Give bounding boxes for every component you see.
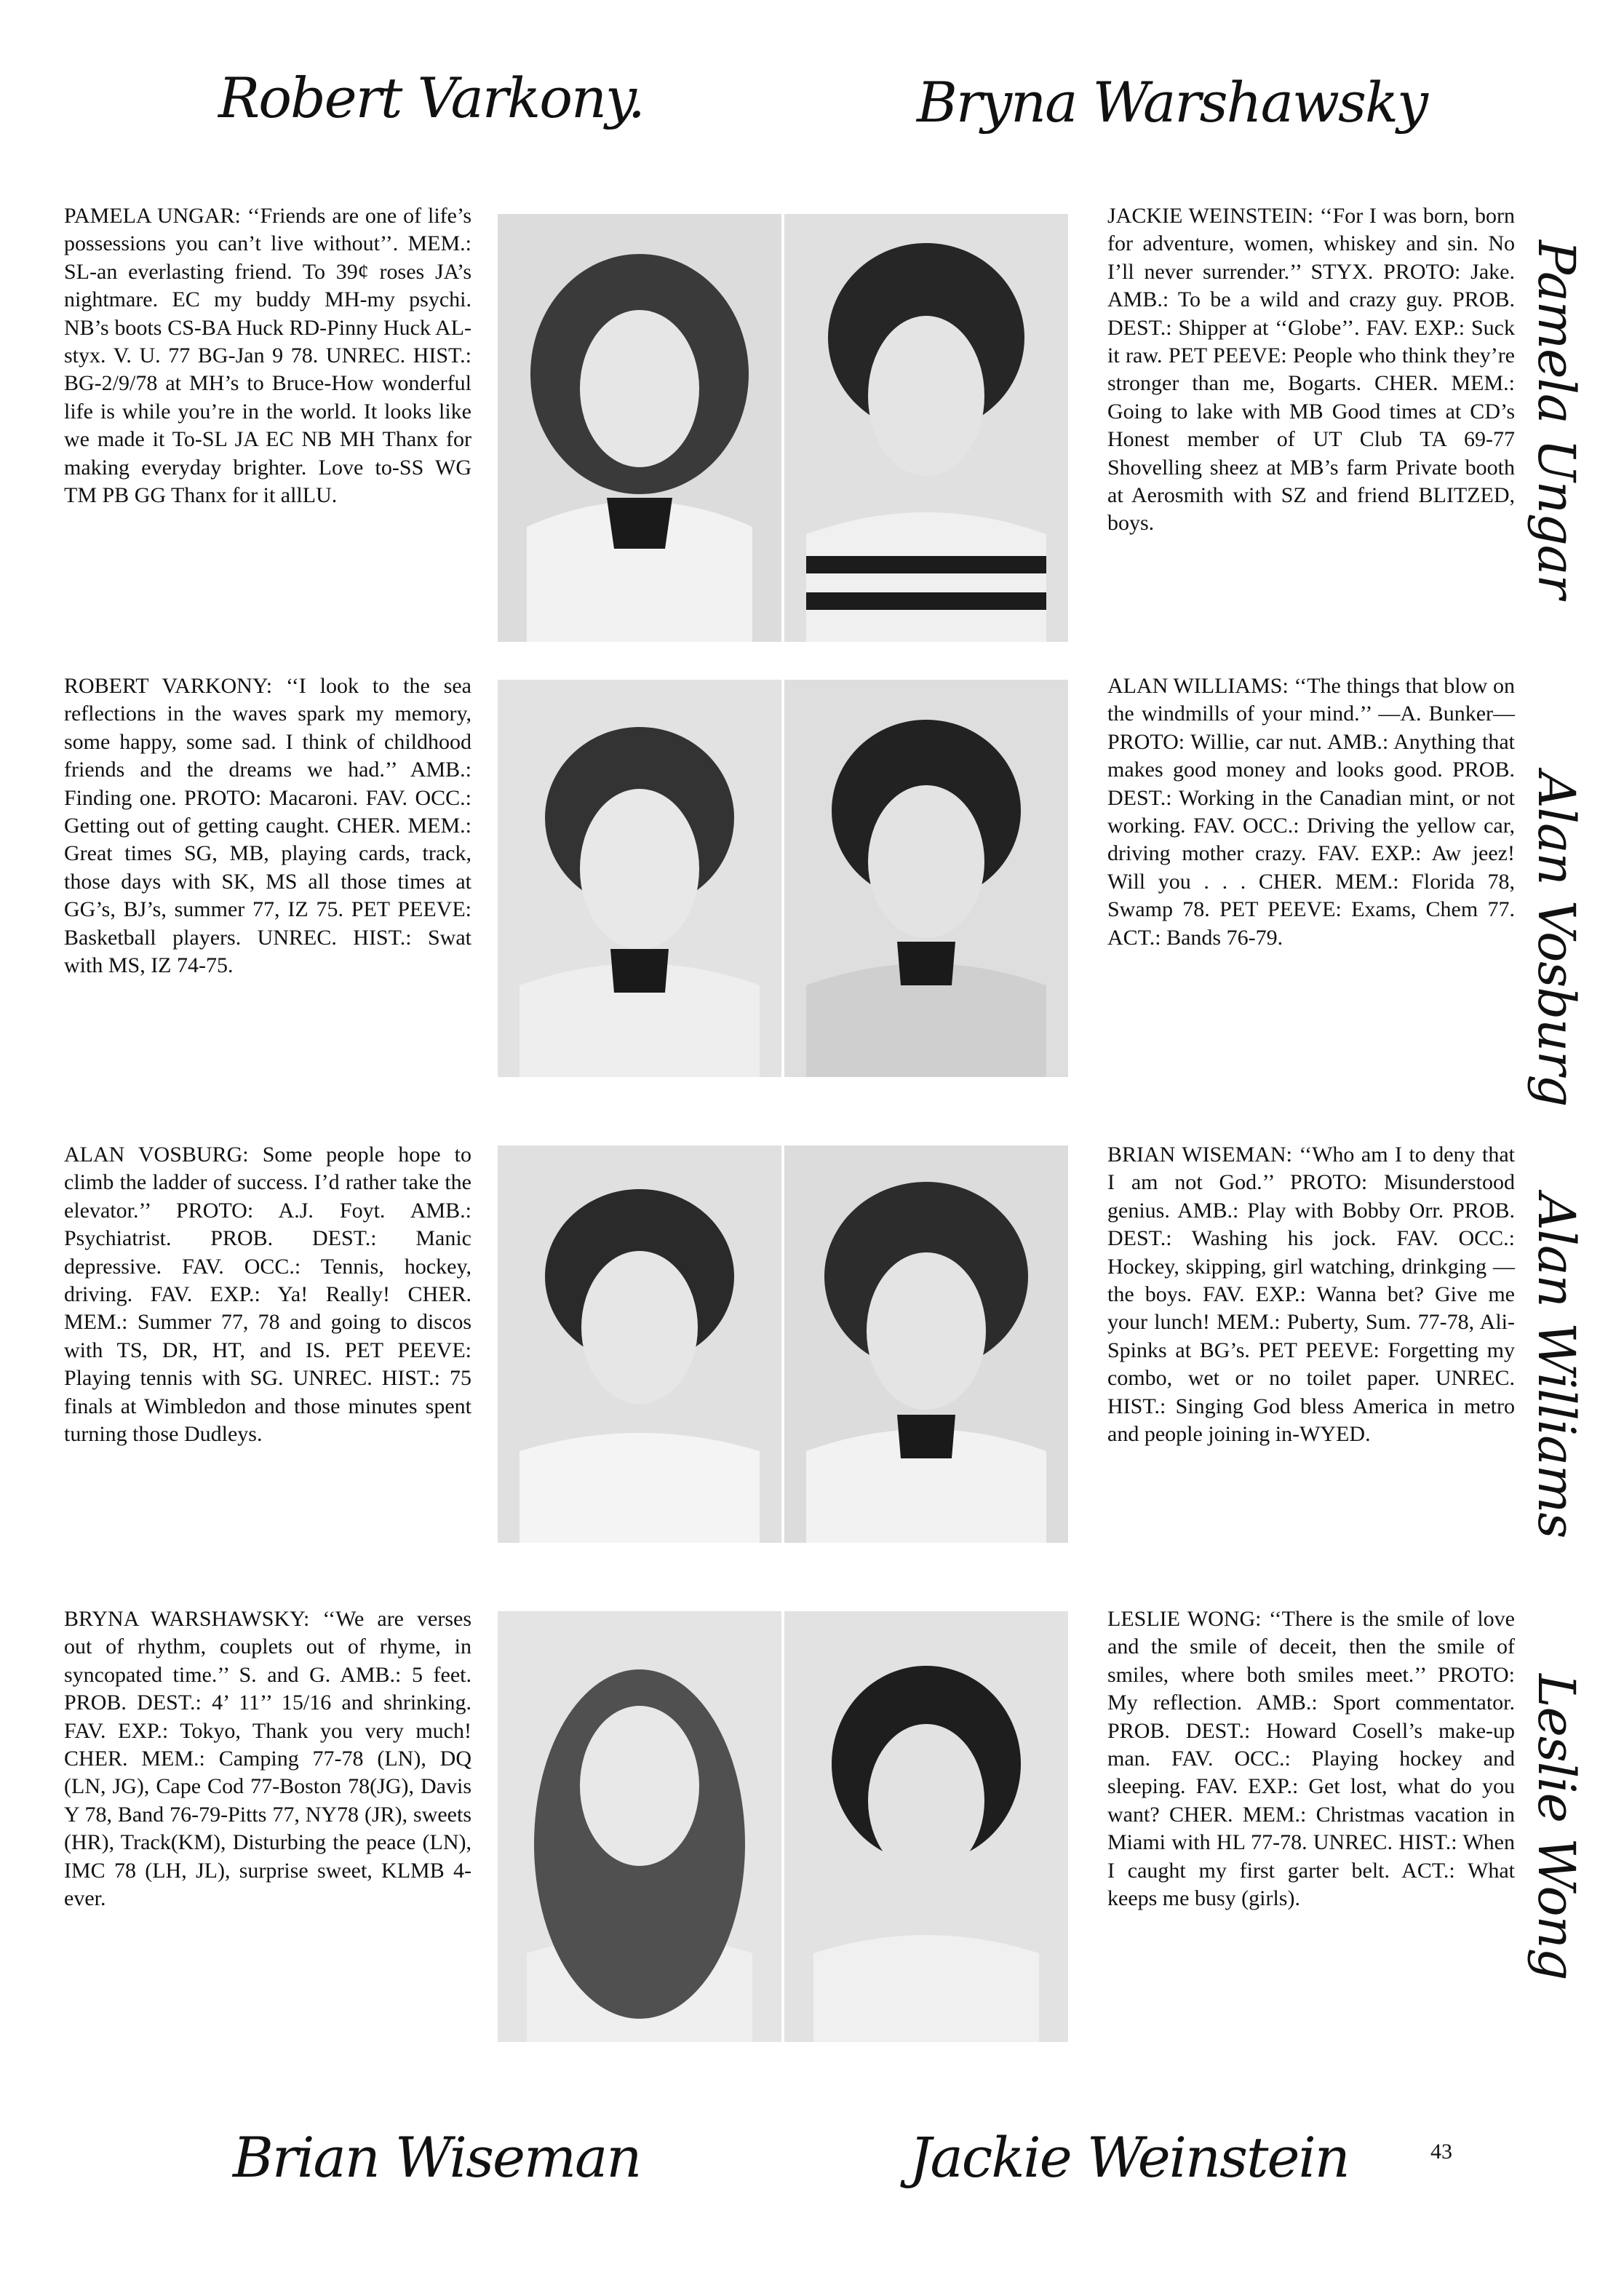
signature-bryna-warshawsky: Bryna Warshawsky [917, 70, 1427, 135]
signature-leslie-wong: Leslie Wong [1527, 1674, 1586, 1980]
signature-alan-williams: Alan Williams [1527, 1193, 1586, 1538]
portrait-leslie-wong [784, 1611, 1068, 2042]
bio-pamela-ungar: PAMELA UNGAR: ‘‘Friends are one of life’s possessions you can’t live without’’. MEM.: SL-an everlasting friend. To 39¢ roses JA’s nightmare. EC my buddy MH-my psychi. NB’s boots CS-BA Huck RD-Pinny Huck AL-styx. V. U. 77 BG-Jan 9 78. UNREC. HIST.: BG-2/9/78 at MH’s to Bruce-How wonderful life is while you’re in the world. It looks like we made it To-SL JA EC NB MH Thanx for making everyday brighter. Love to-SS WG TM PB GG Thanx for it allLU. [64, 204, 471, 508]
portrait-bryna-warshawsky [498, 1611, 781, 2042]
signature-robert-varkony: Robert Varkony. [218, 65, 644, 130]
portrait-alan-vosburg [498, 1145, 781, 1543]
portrait-robert-varkony [498, 680, 781, 1077]
bio-brian-wiseman: BRIAN WISEMAN: ‘‘Who am I to deny that I am not God.’’ PROTO: Misunderstood genius. AMB.: Play with Bobby Orr. PROB. DEST.: Washing his jock. FAV. OCC.: Hockey, skipping, girl watching, drinkging — the boys. FAV. EXP.: Wanna bet? Give me your lunch! MEM.: Puberty, Sum. 77-78, Ali-Spinks at BG’s. PET PEEVE: Forgetting my combo, wet or no toilet paper. UNREC. HIST.: Singing God bless America in metro and people joining in-WYED. [1107, 1143, 1515, 1447]
portrait-pamela-ungar [498, 214, 781, 642]
bio-jackie-weinstein: JACKIE WEINSTEIN: ‘‘For I was born, born for adventure, women, whiskey and sin. No I’ll never surrender.’’ STYX. PROTO: Jake. AMB.: To be a wild and crazy guy. PROB. DEST.: Shipper at ‘‘Globe’’. FAV. EXP.: Suck it raw. PET PEEVE: People who think they’re stronger than me, Bogarts. CHER. MEM.: Going to lake with MB Good times at CD’s Honest member of UT Club TA 69-77 Shovelling sheez at MB’s farm Private booth at Aerosmith with SZ and friend BLITZED, boys. [1107, 204, 1515, 536]
portrait-jackie-weinstein [784, 214, 1068, 642]
portrait-brian-wiseman [784, 1145, 1068, 1543]
signature-brian-wiseman: Brian Wiseman [233, 2125, 641, 2190]
signature-alan-vosburg: Alan Vosburg [1527, 771, 1586, 1107]
page-number: 43 [1430, 2140, 1452, 2164]
signature-pamela-ungar: Pamela Ungar [1527, 240, 1586, 598]
bio-alan-williams: ALAN WILLIAMS: ‘‘The things that blow on the windmills of your mind.’’ —A. Bunker— PROTO: Willie, car nut. AMB.: Anything that makes good money and looks good. PROB. DEST.: Working in the Canadian mint, or not working. FAV. OCC.: Driving the yellow car, driving mother crazy. FAV. EXP.: Aw jeez! Will you . . . CHER. MEM.: Florida 78, Swamp 78. PET PEEVE: Exams, Chem 77. ACT.: Bands 76-79. [1107, 674, 1515, 950]
bio-robert-varkony: ROBERT VARKONY: ‘‘I look to the sea reflections in the waves spark my memory, some happy, some sad. I think of childhood friends and the dreams we had.’’ AMB.: Finding one. PROTO: Macaroni. FAV. OCC.: Getting out of getting caught. CHER. MEM.: Great times SG, MB, playing cards, track, those days with SK, MS all those times at GG’s, BJ’s, summer 77, IZ 75. PET PEEVE: Basketball players. UNREC. HIST.: Swat with MS, IZ 74-75. [64, 674, 471, 978]
bio-leslie-wong: LESLIE WONG: ‘‘There is the smile of love and the smile of deceit, then the smile of smiles, where both smiles meet.’’ PROTO: My reflection. AMB.: Sport commentator. PROB. DEST.: Howard Cosell’s make-up man. FAV. OCC.: Playing hockey and sleeping. FAV. EXP.: Get lost, what do you want? CHER. MEM.: Christmas vacation in Miami with HL 77-78. UNREC. HIST.: When I caught my first garter belt. ACT.: What keeps me busy (girls). [1107, 1607, 1515, 1911]
portrait-alan-williams [784, 680, 1068, 1077]
bio-bryna-warshawsky: BRYNA WARSHAWSKY: ‘‘We are verses out of rhythm, couplets out of rhyme, in syncopated time.’’ S. and G. AMB.: 5 feet. PROB. DEST.: 4’ 11’’ 15/16 and shrinking. FAV. EXP.: Tokyo, Thank you very much! CHER. MEM.: Camping 77-78 (LN), DQ (LN, JG), Cape Cod 77-Boston 78(JG), Davis Y 78, Band 76-79-Pitts 77, NY78 (JR), sweets (HR), Track(KM), Disturbing the peace (LN), IMC 78 (LH, JL), surprise sweet, KLMB 4-ever. [64, 1607, 471, 1911]
signature-jackie-weinstein: Jackie Weinstein [909, 2125, 1349, 2190]
bio-alan-vosburg: ALAN VOSBURG: Some people hope to climb the ladder of success. I’d rather take the elevator.’’ PROTO: A.J. Foyt. AMB.: Psychiatrist. PROB. DEST.: Manic depressive. FAV. OCC.: Tennis, hockey, driving. FAV. EXP.: Ya! Really! CHER. MEM.: Summer 77, 78 and going to discos with TS, DR, HT, and IS. PET PEEVE: Playing tennis with SG. UNREC. HIST.: 75 finals at Wimbledon and those minutes spent turning those Dudleys. [64, 1143, 471, 1447]
